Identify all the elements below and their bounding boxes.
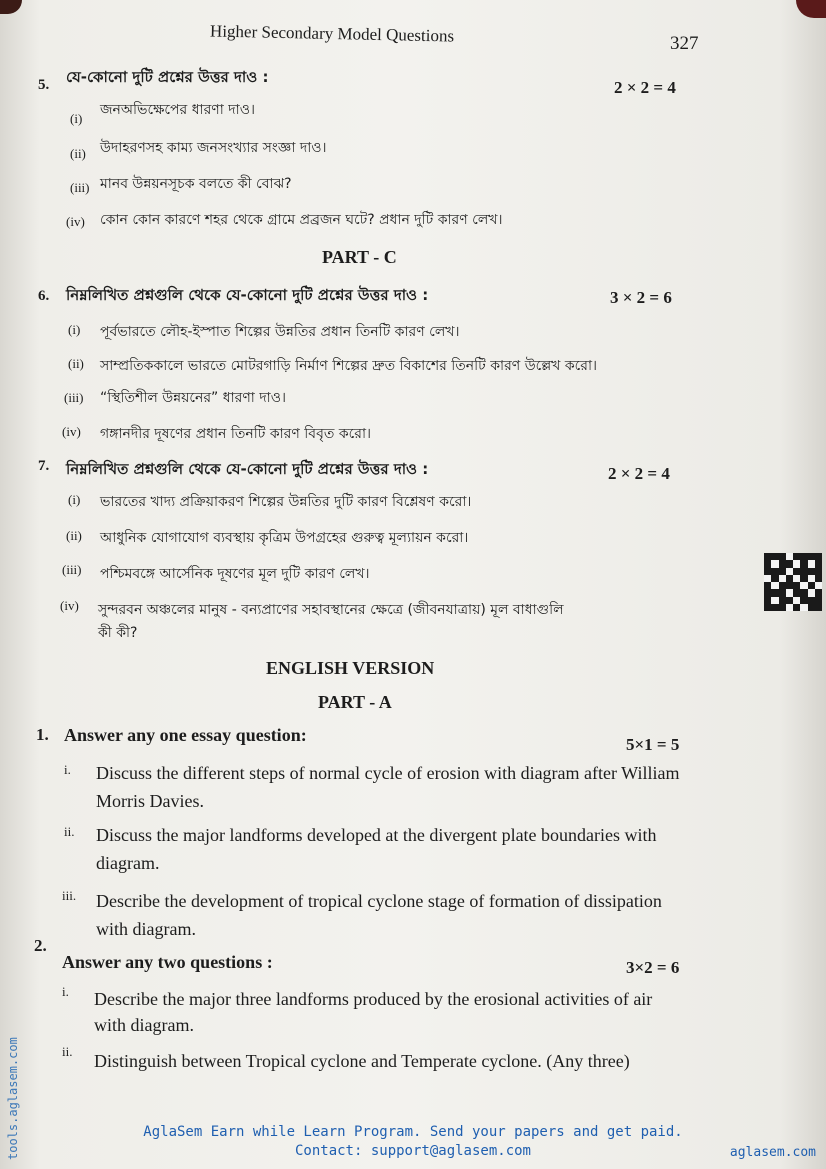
- q5-sub-2-label: (ii): [70, 146, 86, 161]
- question-2-text: Answer any two questions :: [62, 952, 273, 972]
- q7-sub-1-label: (i): [68, 492, 81, 507]
- q6-sub-3-text: “স্থিতিশীল উন্নয়নের” ধারণা দাও।: [100, 390, 287, 406]
- question-6-marks: 3 × 2 = 6: [610, 288, 672, 307]
- q6-sub-4-label: (iv): [62, 424, 81, 439]
- page-corner-shadow: [0, 0, 22, 14]
- q5-sub-4-label: (iv): [66, 214, 85, 229]
- q1-sub-2-label: ii.: [64, 824, 75, 839]
- q1-sub-3-label: iii.: [62, 888, 77, 903]
- q5-sub-1-text: জনঅভিক্ষেপের ধারণা দাও।: [100, 102, 255, 118]
- promo-line-2: Contact: support@aglasem.com: [294, 1143, 531, 1159]
- part-c-heading: PART - C: [322, 247, 397, 267]
- q1-sub-1-line-1: Discuss the different steps of normal cycle of erosion with diagram after William: [96, 763, 680, 783]
- q7-sub-4-label: (iv): [60, 598, 79, 613]
- q7-sub-3-label: (iii): [62, 562, 82, 577]
- question-5-number: 5.: [38, 77, 50, 93]
- q7-sub-2-text: আধুনিক যোগাযোগ ব্যবস্থায় কৃত্রিম উপগ্রহের গুরুত্ব মূল্যায়ন করো।: [100, 530, 469, 546]
- question-6-text: নিম্নলিখিত প্রশ্নগুলি থেকে যে-কোনো দুটি প্রশ্নের উত্তর দাও :: [66, 286, 429, 304]
- q1-sub-2-line-2: diagram.: [96, 853, 160, 873]
- q5-sub-3-label: (iii): [70, 180, 90, 195]
- running-title: Higher Secondary Model Questions: [209, 21, 455, 46]
- q2-sub-1-line-1: Describe the major three landforms produced by the erosional activities of air: [94, 989, 653, 1009]
- q1-sub-1-label: i.: [64, 762, 71, 777]
- q5-sub-1-label: (i): [70, 111, 83, 126]
- q7-sub-4-text: সুন্দরবন অঞ্চলের মানুষ - বন্যপ্রাণের সহাবস্থানের ক্ষেত্রে (জীবনযাত্রায়) মূল বাধাগুলি: [98, 602, 564, 618]
- q5-sub-2-text: উদাহরণসহ কাম্য জনসংখ্যার সংজ্ঞা দাও।: [100, 140, 327, 156]
- question-5-text: যে-কোনো দুটি প্রশ্নের উত্তর দাও :: [66, 68, 269, 86]
- q6-sub-2-label: (ii): [68, 356, 84, 371]
- q2-sub-2-label: ii.: [62, 1044, 73, 1059]
- question-1-number: 1.: [36, 725, 49, 744]
- question-7-number: 7.: [38, 458, 50, 474]
- q7-sub-1-text: ভারতের খাদ্য প্রক্রিয়াকরণ শিল্পের উন্নতির দুটি কারণ বিশ্লেষণ করো।: [100, 494, 472, 510]
- q2-sub-2-line-1: Distinguish between Tropical cyclone and Temperate cyclone. (Any three): [94, 1051, 630, 1071]
- q1-sub-3-line-2: with diagram.: [96, 919, 196, 939]
- site-watermark: aglasem.com: [729, 1145, 816, 1160]
- page-number: 327: [670, 33, 699, 54]
- q6-sub-4-text: গঙ্গানদীর দূষণের প্রধান তিনটি কারণ বিবৃত করো।: [100, 426, 372, 442]
- q6-sub-1-label: (i): [68, 322, 81, 337]
- q2-sub-1-label: i.: [62, 984, 69, 999]
- question-7-marks: 2 × 2 = 4: [608, 464, 670, 483]
- side-watermark: tools.aglasem.com: [6, 1037, 20, 1160]
- q7-sub-2-label: (ii): [66, 528, 82, 543]
- part-a-heading: PART - A: [318, 692, 392, 712]
- q6-sub-1-text: পূর্বভারতে লৌহ-ইস্পাত শিল্পের উন্নতির প্রধান তিনটি কারণ লেখ।: [100, 324, 460, 340]
- qr-code: [764, 553, 822, 611]
- q2-sub-1-line-2: with diagram.: [94, 1015, 194, 1035]
- q1-sub-2-line-1: Discuss the major landforms developed at the divergent plate boundaries with: [96, 825, 657, 845]
- question-1-marks: 5×1 = 5: [626, 735, 680, 754]
- question-7-text: নিম্নলিখিত প্রশ্নগুলি থেকে যে-কোনো দুটি প্রশ্নের উত্তর দাও :: [66, 460, 429, 478]
- q6-sub-2-text: সাম্প্রতিককালে ভারতে মোটরগাড়ি নির্মাণ শিল্পের দ্রুত বিকাশের তিনটি কারণ উল্লেখ করো।: [100, 358, 598, 374]
- promo-line-1: AglaSem Earn while Learn Program. Send your papers and get paid.: [143, 1124, 683, 1140]
- question-2-marks: 3×2 = 6: [626, 958, 680, 977]
- question-5-marks: 2 × 2 = 4: [614, 78, 676, 97]
- q1-sub-1-line-2: Morris Davies.: [96, 791, 204, 811]
- q6-sub-3-label: (iii): [64, 390, 84, 405]
- question-2-number: 2.: [34, 936, 47, 955]
- page-corner-binding: [796, 0, 826, 18]
- q5-sub-4-text: কোন কোন কারণে শহর থেকে গ্রামে প্রব্রজন ঘটে? প্রধান দুটি কারণ লেখ।: [100, 212, 503, 228]
- english-version-heading: ENGLISH VERSION: [266, 658, 435, 678]
- question-6-number: 6.: [38, 288, 50, 304]
- q7-sub-4-text-continued: কী কী?: [98, 625, 138, 641]
- q7-sub-3-text: পশ্চিমবঙ্গে আর্সেনিক দূষণের মূল দুটি কারণ লেখ।: [100, 566, 370, 582]
- q1-sub-3-line-1: Describe the development of tropical cyclone stage of formation of dissipation: [96, 891, 662, 911]
- question-1-text: Answer any one essay question:: [64, 725, 307, 745]
- q5-sub-3-text: মানব উন্নয়নসূচক বলতে কী বোঝ?: [100, 176, 292, 192]
